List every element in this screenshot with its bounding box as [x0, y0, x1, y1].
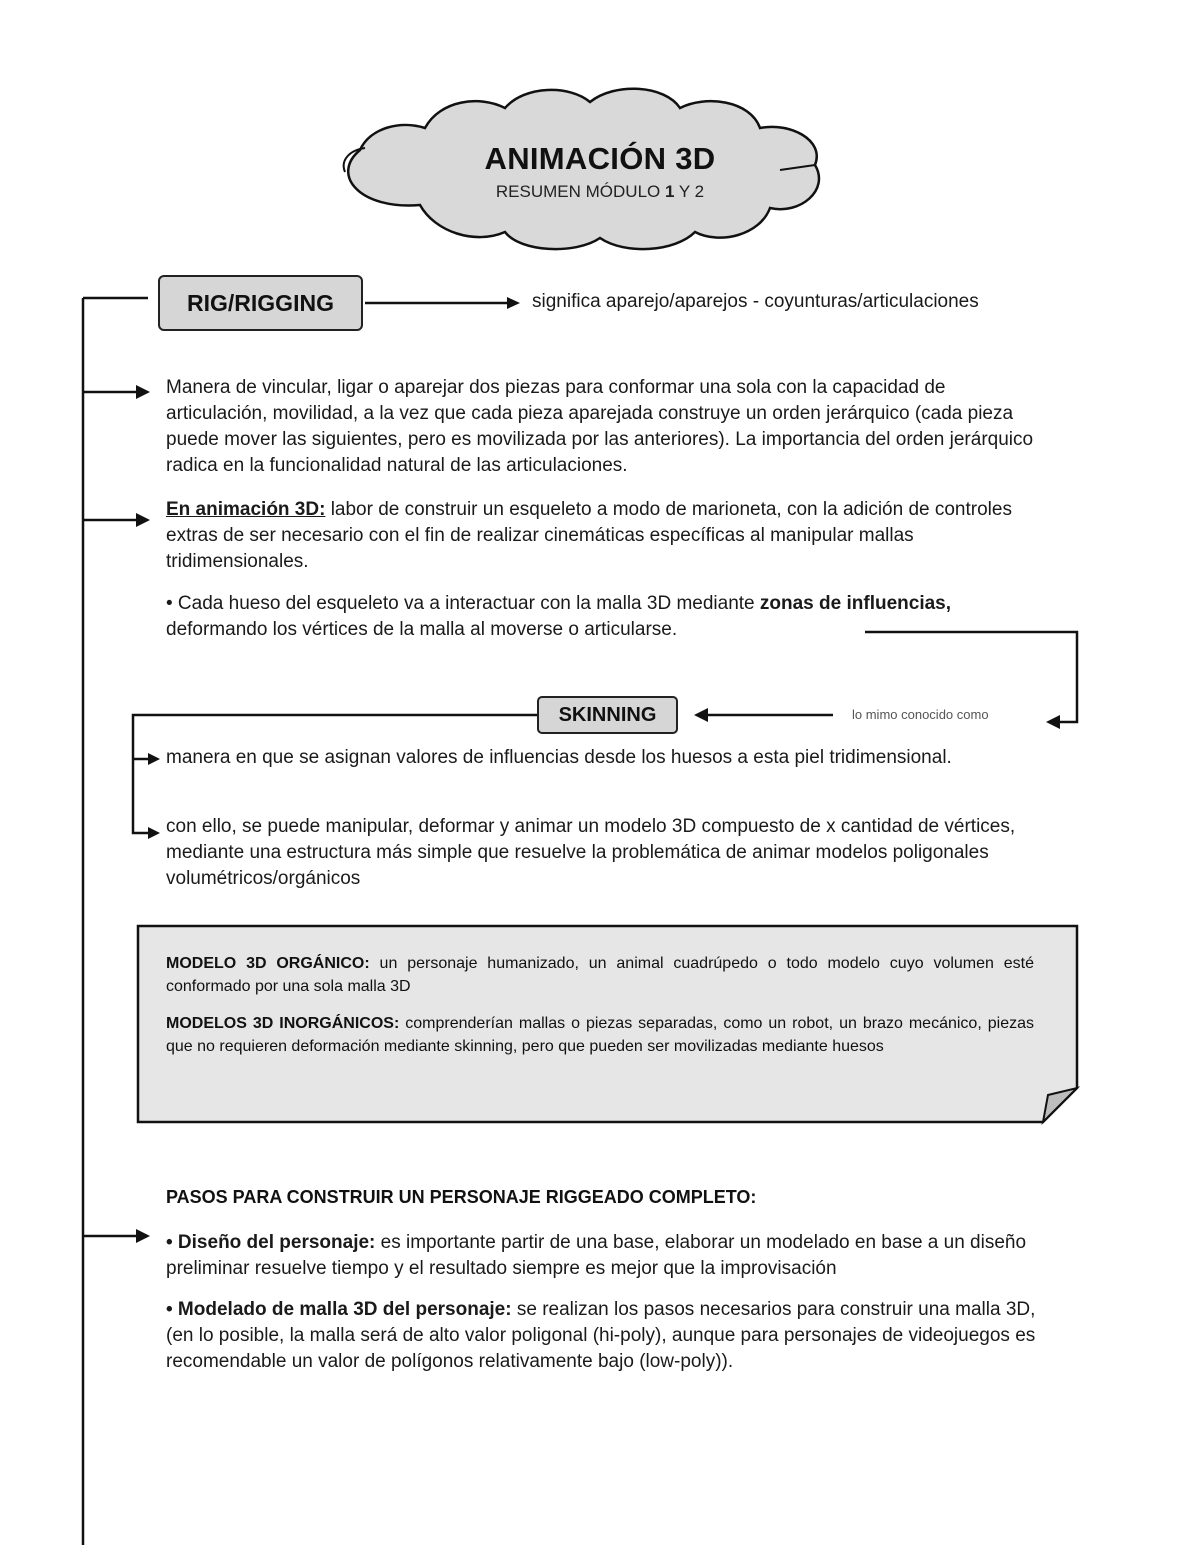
step-character-design-label: • Diseño del personaje: — [166, 1232, 376, 1253]
subtitle-module-number: 1 — [664, 182, 675, 201]
step-mesh-modeling-label: • Modelado de malla 3D del personaje: — [166, 1299, 512, 1320]
step-character-design-text: es importante partir de una base, elaborar un modelado en base a un diseño preliminar resuelve tiempo y el resultado siempre es mejor que la improvisación — [166, 1232, 1027, 1279]
rig-definition-paragraph: Manera de vincular, ligar o aparejar dos piezas para conformar una sola con la capacidad de articulación, movilidad, a la vez que cada pieza aparejada construye un orden jerárquico (cada pieza puede mover las siguientes, pero es movilizada por las anteriores). La importancia del orden jerárquico radica en la funcionalidad natural de las articulaciones. — [166, 377, 1034, 476]
subtitle-suffix: Y 2 — [674, 182, 705, 201]
arrow-p1-head — [136, 385, 150, 399]
arrow-p2-head — [136, 513, 150, 527]
step-mesh-modeling — [166, 1297, 1046, 1375]
steps-heading: PASOS PARA CONSTRUIR UN PERSONAJE RIGGEADO COMPLETO: — [166, 1187, 757, 1207]
organic-model-label: MODELO 3D ORGÁNICO: — [166, 955, 370, 972]
animation-3d-text: labor de construir un esqueleto a modo de marioneta, con la adición de controles extras de ser necesario con el fin de realizar cinemáticas específicas al manipular mallas tridimensionales. — [166, 499, 1012, 572]
bone-influence-paragraph — [166, 591, 1046, 643]
model-types-note — [166, 952, 1034, 1072]
p3-to-skinning-arrowhead — [1046, 715, 1060, 729]
rig-meaning: significa aparejo/aparejos - coyunturas/articulaciones — [532, 291, 979, 312]
step-character-design — [166, 1230, 1046, 1282]
rig-box: RIG/RIGGING — [158, 275, 363, 331]
organic-model-entry — [166, 952, 1034, 998]
step-mesh-modeling-text: se realizan los pasos necesarios para construir una malla 3D, (en lo posible, la malla será de alto valor poligonal (hi-poly), aunque para personajes de videojuegos es recomendable un valor de polígonos relativamente bajo (low-poly)). — [166, 1299, 1036, 1372]
skinning-box: SKINNING — [537, 696, 678, 734]
bone-influence-bold: zonas de influencias, — [759, 593, 952, 614]
bone-influence-prefix: • Cada hueso del esqueleto va a interactuar con la malla 3D mediante — [166, 593, 760, 614]
arrow-steps-head — [136, 1229, 150, 1243]
subtitle-prefix: RESUMEN MÓDULO — [495, 182, 665, 201]
knownas-arrowhead — [694, 708, 708, 722]
inorganic-model-text: comprenderían mallas o piezas separadas, como un robot, un brazo mecánico, piezas que no requieren deformación mediante skinning, pero que pueden ser movilizadas mediante huesos — [166, 1015, 1034, 1055]
skinning-definition-paragraph: manera en que se asignan valores de influencias desde los huesos a esta piel tridimensional. — [166, 747, 952, 768]
skinning-usage-paragraph: con ello, se puede manipular, deformar y animar un modelo 3D compuesto de x cantidad de vértices, mediante una estructura más simple que resuelve la problemática de animar modelos poligonales volumétricos/orgánicos — [166, 816, 1016, 889]
bone-influence-suffix: deformando los vértices de la malla al moverse o articularse. — [166, 619, 678, 640]
page-title: ANIMACIÓN 3D — [484, 141, 716, 176]
organic-model-text: un personaje humanizado, un animal cuadrúpedo o todo modelo cuyo volumen esté conformado por una sola malla 3D — [166, 955, 1035, 995]
inorganic-model-label: MODELOS 3D INORGÁNICOS: — [166, 1015, 400, 1032]
skinning-p4-arrowhead — [148, 753, 160, 765]
page-subtitle — [400, 182, 800, 202]
animation-3d-label: En animación 3D: — [166, 499, 326, 520]
animation-3d-paragraph — [166, 497, 1046, 575]
inorganic-model-entry — [166, 1012, 1034, 1058]
rig-meaning-arrowhead — [507, 297, 520, 309]
known-as-note: lo mimo conocido como — [852, 707, 989, 722]
skinning-p5-arrowhead — [148, 827, 160, 839]
